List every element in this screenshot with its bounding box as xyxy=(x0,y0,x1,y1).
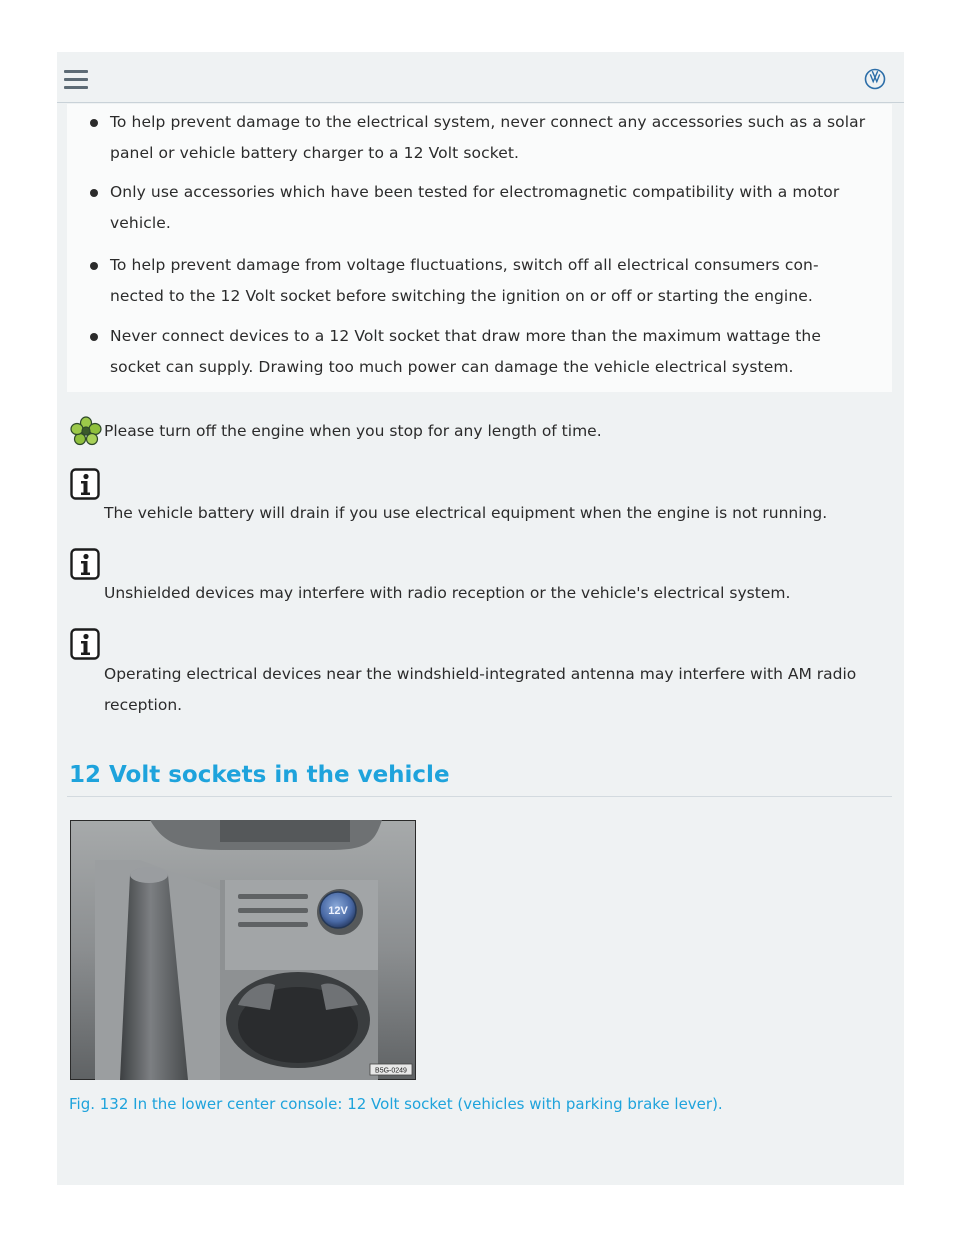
warning-line: To help prevent damage from voltage fluctuations, switch off all electrical consumers con- xyxy=(110,256,819,274)
warning-line: Only use accessories which have been tested for electromagnetic compatibility with a motor xyxy=(110,183,840,201)
warning-line: To help prevent damage to the electrical system, never connect any accessories such as a solar xyxy=(110,113,866,131)
info-note xyxy=(104,498,894,529)
info-icon xyxy=(70,628,100,660)
info-line: reception. xyxy=(104,696,183,714)
divider xyxy=(67,796,892,797)
hamburger-icon[interactable] xyxy=(64,70,88,90)
section-title: 12 Volt sockets in the vehicle xyxy=(69,762,450,788)
warning-line: vehicle. xyxy=(110,214,171,232)
warning-item xyxy=(110,250,880,312)
warning-line: panel or vehicle battery charger to a 12 Volt socket. xyxy=(110,144,520,162)
warning-line: nected to the 12 Volt socket before switching the ignition on or off or starting the engine. xyxy=(110,287,813,305)
top-bar xyxy=(57,52,904,103)
warning-item xyxy=(110,107,880,169)
figure-caption: Fig. 132 In the lower center console: 12 Volt socket (vehicles with parking brake lever). xyxy=(69,1095,723,1113)
info-icon xyxy=(70,548,100,580)
warning-line: socket can supply. Drawing too much power can damage the vehicle electrical system. xyxy=(110,358,794,376)
socket-label: 12V xyxy=(328,905,348,917)
figure-code: B5G-0249 xyxy=(375,1067,407,1075)
info-line: Unshielded devices may interfere with radio reception or the vehicle's electrical system. xyxy=(104,584,791,602)
info-line: The vehicle battery will drain if you use electrical equipment when the engine is not running. xyxy=(104,504,828,522)
vw-logo-icon[interactable] xyxy=(864,68,886,90)
info-line: Operating electrical devices near the windshield-integrated antenna may interfere with AM radio xyxy=(104,665,857,683)
info-note xyxy=(104,659,894,721)
info-note xyxy=(104,578,894,609)
warning-item xyxy=(110,177,880,239)
warning-item xyxy=(110,321,880,383)
center-console-figure xyxy=(70,820,416,1080)
flower-icon xyxy=(70,416,102,446)
info-icon xyxy=(70,468,100,500)
warning-line: Never connect devices to a 12 Volt socket that draw more than the maximum wattage the xyxy=(110,327,821,345)
environment-text: Please turn off the engine when you stop for any length of time. xyxy=(104,422,602,440)
environment-note xyxy=(70,416,870,446)
